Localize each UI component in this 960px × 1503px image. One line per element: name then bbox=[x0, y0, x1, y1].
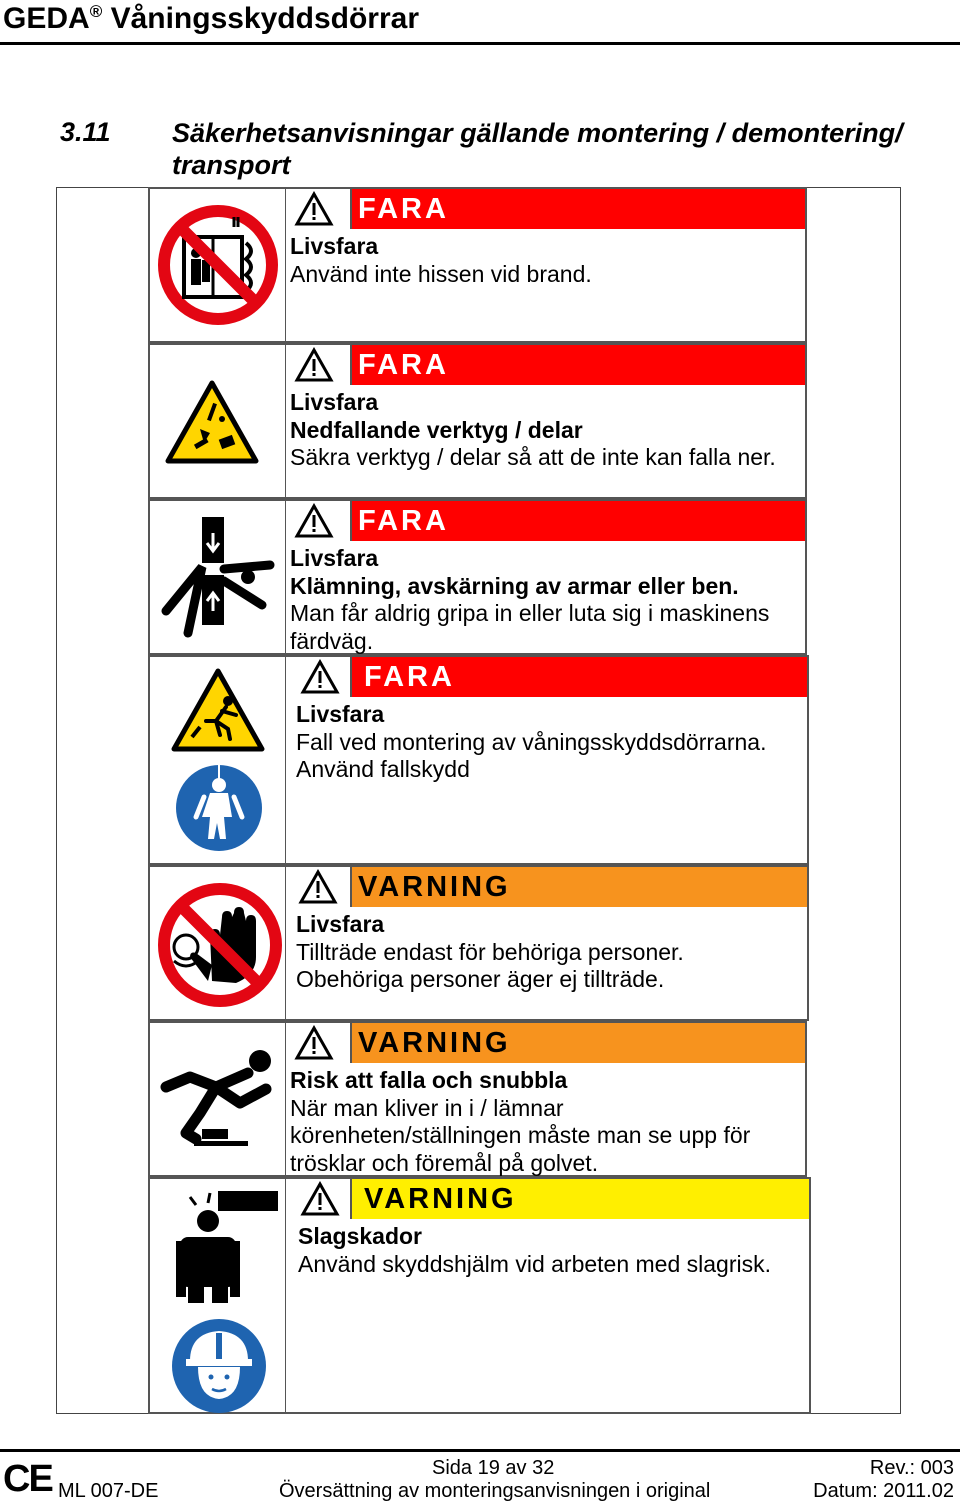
signal-bar-7 bbox=[286, 1179, 809, 1219]
warning-triangle-icon bbox=[286, 189, 352, 229]
warning-triangle-icon bbox=[286, 1023, 352, 1063]
message-text-3 bbox=[290, 545, 801, 655]
icon-cell-3 bbox=[148, 499, 286, 655]
message-line: Nedfallande verktyg / delar bbox=[290, 416, 583, 443]
message-cell-1 bbox=[285, 187, 807, 343]
signal-word-3: FARA bbox=[358, 505, 449, 537]
falling-objects-warning-icon bbox=[164, 379, 260, 465]
message-cell-3 bbox=[285, 499, 807, 655]
revision: Rev.: 003 bbox=[869, 1457, 954, 1479]
warning-triangle-icon bbox=[286, 657, 352, 697]
message-cell-6 bbox=[285, 1021, 807, 1177]
signal-bar-5 bbox=[286, 867, 807, 907]
document-code: ML 007-DE bbox=[58, 1480, 159, 1502]
signal-word-2: FARA bbox=[358, 349, 449, 381]
wear-fall-protection-icon bbox=[174, 763, 264, 853]
message-line: körenheten/ställningen måste man se upp för bbox=[290, 1122, 751, 1148]
message-cell-5 bbox=[285, 865, 809, 1021]
message-line: Livsfara bbox=[296, 911, 385, 937]
signal-word-4: FARA bbox=[364, 661, 455, 693]
header-rule bbox=[0, 42, 960, 45]
warning-triangle-icon bbox=[286, 1179, 352, 1219]
document-date: Datum: 2011.02 bbox=[813, 1480, 954, 1502]
section-title: Säkerhetsanvisningar gällande montering / demontering/ transport bbox=[172, 118, 903, 180]
message-line: Livsfara bbox=[290, 233, 379, 259]
message-line: Klämning, avskärning av armar eller ben. bbox=[290, 572, 739, 599]
signal-word-6: VARNING bbox=[358, 1027, 511, 1059]
icon-cell-1 bbox=[148, 187, 286, 343]
message-line: färdväg. bbox=[290, 627, 374, 654]
tripping-hazard-icon bbox=[156, 1047, 280, 1153]
message-cell-4 bbox=[285, 655, 809, 865]
message-text-4 bbox=[296, 701, 803, 784]
message-line: Säkra verktyg / delar så att de inte kan falla ner. bbox=[290, 444, 776, 470]
message-line: Risk att falla och snubbla bbox=[290, 1067, 568, 1093]
icon-cell-5 bbox=[148, 865, 286, 1021]
icon-cell-2 bbox=[148, 343, 286, 499]
message-text-5 bbox=[296, 911, 803, 994]
message-text-7 bbox=[298, 1223, 805, 1278]
signal-bar-3 bbox=[286, 501, 805, 541]
warning-triangle-icon bbox=[286, 867, 352, 907]
section-number: 3.11 bbox=[60, 117, 111, 147]
page-number: Sida 19 av 32 bbox=[432, 1457, 555, 1479]
signal-word-5: VARNING bbox=[358, 871, 511, 903]
message-line: Obehöriga personer äger ej tillträde. bbox=[296, 966, 665, 992]
message-text-1 bbox=[290, 233, 801, 288]
wear-hard-hat-icon bbox=[170, 1317, 268, 1415]
message-line: Använd inte hissen vid brand. bbox=[290, 260, 592, 287]
message-cell-2 bbox=[285, 343, 807, 499]
message-line: När man kliver in i / lämnar bbox=[290, 1094, 564, 1121]
footer-rule bbox=[0, 1449, 960, 1452]
signal-bar-6 bbox=[286, 1023, 805, 1063]
message-text-6 bbox=[290, 1067, 801, 1177]
header-subtitle: Våningsskyddsdörrar bbox=[110, 2, 419, 35]
header-title: GEDA bbox=[3, 2, 90, 35]
message-line: trösklar och föremål på golvet. bbox=[290, 1149, 599, 1176]
message-line: Man får aldrig gripa in eller luta sig i maskinens bbox=[290, 600, 770, 626]
signal-bar-2 bbox=[286, 345, 805, 385]
icon-cell-6 bbox=[148, 1021, 286, 1177]
warning-triangle-icon bbox=[286, 501, 352, 541]
message-line: Tillträde endast för behöriga personer. bbox=[296, 938, 684, 965]
message-line: Livsfara bbox=[290, 389, 379, 415]
message-line: Slagskador bbox=[298, 1223, 422, 1249]
signal-bar-4 bbox=[286, 657, 807, 697]
message-line: Fall ved montering av våningsskyddsdörrarna. bbox=[296, 728, 767, 755]
message-text-2 bbox=[290, 389, 801, 472]
message-line: Livsfara bbox=[290, 545, 379, 571]
message-line: Använd fallskydd bbox=[296, 756, 470, 782]
document-header bbox=[3, 2, 419, 36]
signal-bar-1 bbox=[286, 189, 805, 229]
fall-hazard-warning-icon bbox=[170, 667, 266, 753]
icon-cell-4 bbox=[148, 655, 286, 865]
signal-word-7: VARNING bbox=[364, 1183, 517, 1215]
warning-triangle-icon bbox=[286, 345, 352, 385]
signal-word-1: FARA bbox=[358, 193, 449, 225]
head-impact-hazard-icon bbox=[166, 1189, 282, 1305]
message-cell-7 bbox=[285, 1177, 811, 1414]
translation-note: Översättning av monteringsanvisningen i original bbox=[279, 1480, 711, 1502]
no-elevator-in-fire-icon bbox=[156, 203, 280, 327]
registered-mark: ® bbox=[89, 2, 103, 21]
message-line: Använd skyddshjälm vid arbeten med slagrisk. bbox=[298, 1250, 772, 1277]
icon-cell-7 bbox=[148, 1177, 286, 1414]
ce-mark: CE bbox=[3, 1458, 52, 1500]
message-line: Livsfara bbox=[296, 701, 385, 727]
no-unauthorized-access-icon bbox=[156, 881, 284, 1009]
crushing-hazard-icon bbox=[158, 515, 278, 641]
